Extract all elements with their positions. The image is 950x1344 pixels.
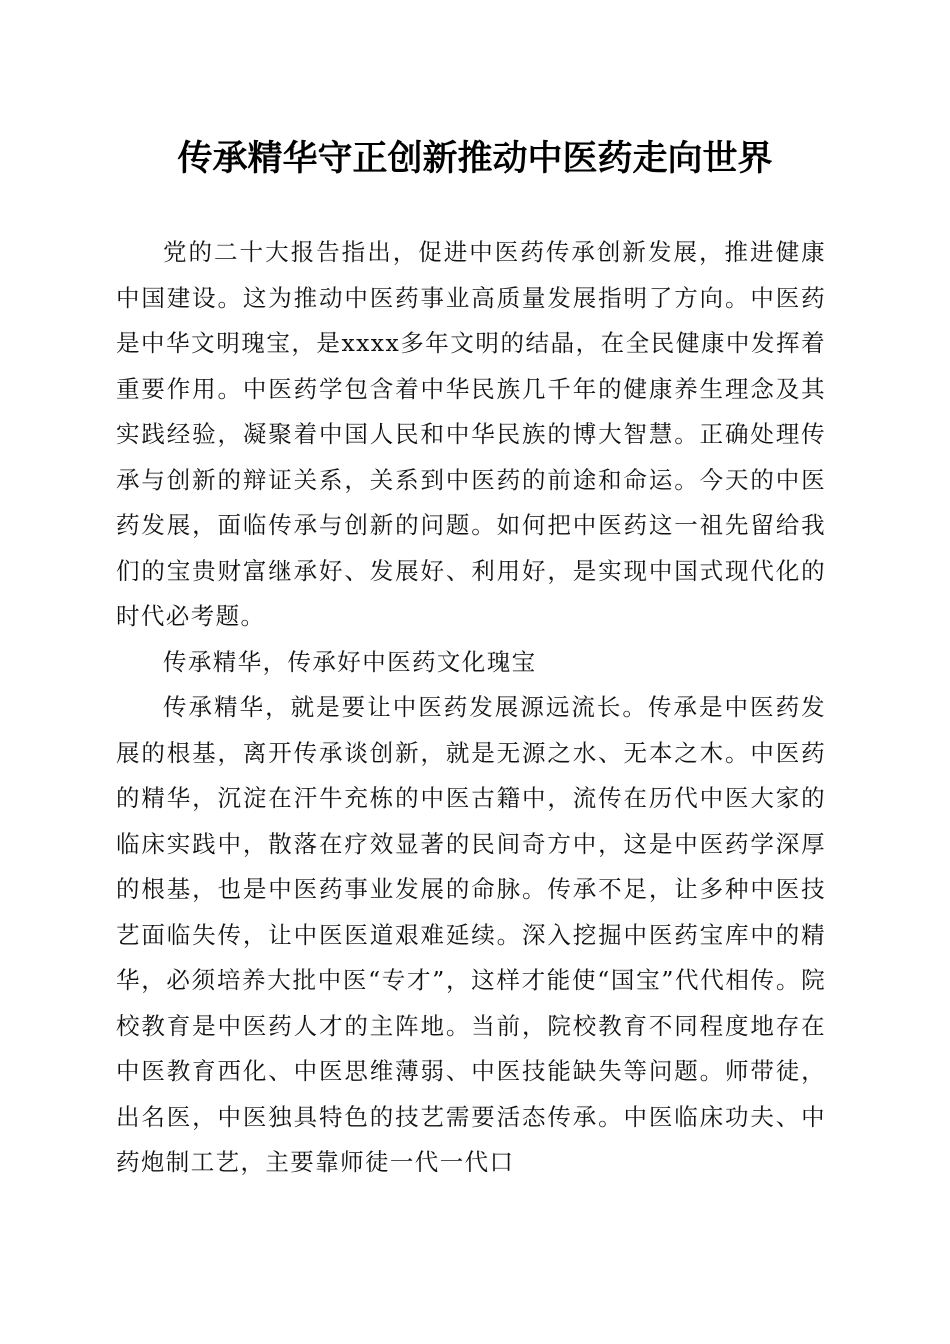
paragraph-intro: 党的二十大报告指出，促进中医药传承创新发展，推进健康中国建设。这为推动中医药事业高质量发展指明了方向。中医药是中华文明瑰宝，是xxxx多年文明的结晶，在全民健康中发挥着重要作用。中医药学包含着中华民族几千年的健康养生理念及其实践经验，凝聚着中国人民和中华民族的博大智慧。正确处理传承与创新的辩证关系，关系到中医药的前途和命运。今天的中医药发展，面临传承与创新的问题。如何把中医药这一祖先留给我们的宝贵财富继承好、发展好、利用好，是实现中国式现代化的时代必考题。 bbox=[116, 238, 826, 630]
document-title: 传承精华守正创新推动中医药走向世界 bbox=[177, 138, 773, 179]
section-heading: 传承精华，传承好中医药文化瑰宝 bbox=[163, 647, 537, 676]
document-body bbox=[116, 230, 826, 1186]
paragraph-heritage: 传承精华，就是要让中医药发展源远流长。传承是中医药发展的根基，离开传承谈创新，就是无源之水、无本之木。中医药的精华，沉淀在汗牛充栋的中医古籍中，流传在历代中医大家的临床实践中，散落在疗效显著的民间奇方中，这是中医药学深厚的根基，也是中医药事业发展的命脉。传承不足，让多种中医技艺面临失传，让中医医道艰难延续。深入挖掘中医药宝库中的精华，必须培养大批中医“专才”，这样才能使“国宝”代代相传。院校教育是中医药人才的主阵地。当前，院校教育不同程度地存在中医教育西化、中医思维薄弱、中医技能缺失等问题。师带徒，出名医，中医独具特色的技艺需要活态传承。中医临床功夫、中药炮制工艺，主要靠师徒一代一代口 bbox=[116, 693, 826, 1176]
